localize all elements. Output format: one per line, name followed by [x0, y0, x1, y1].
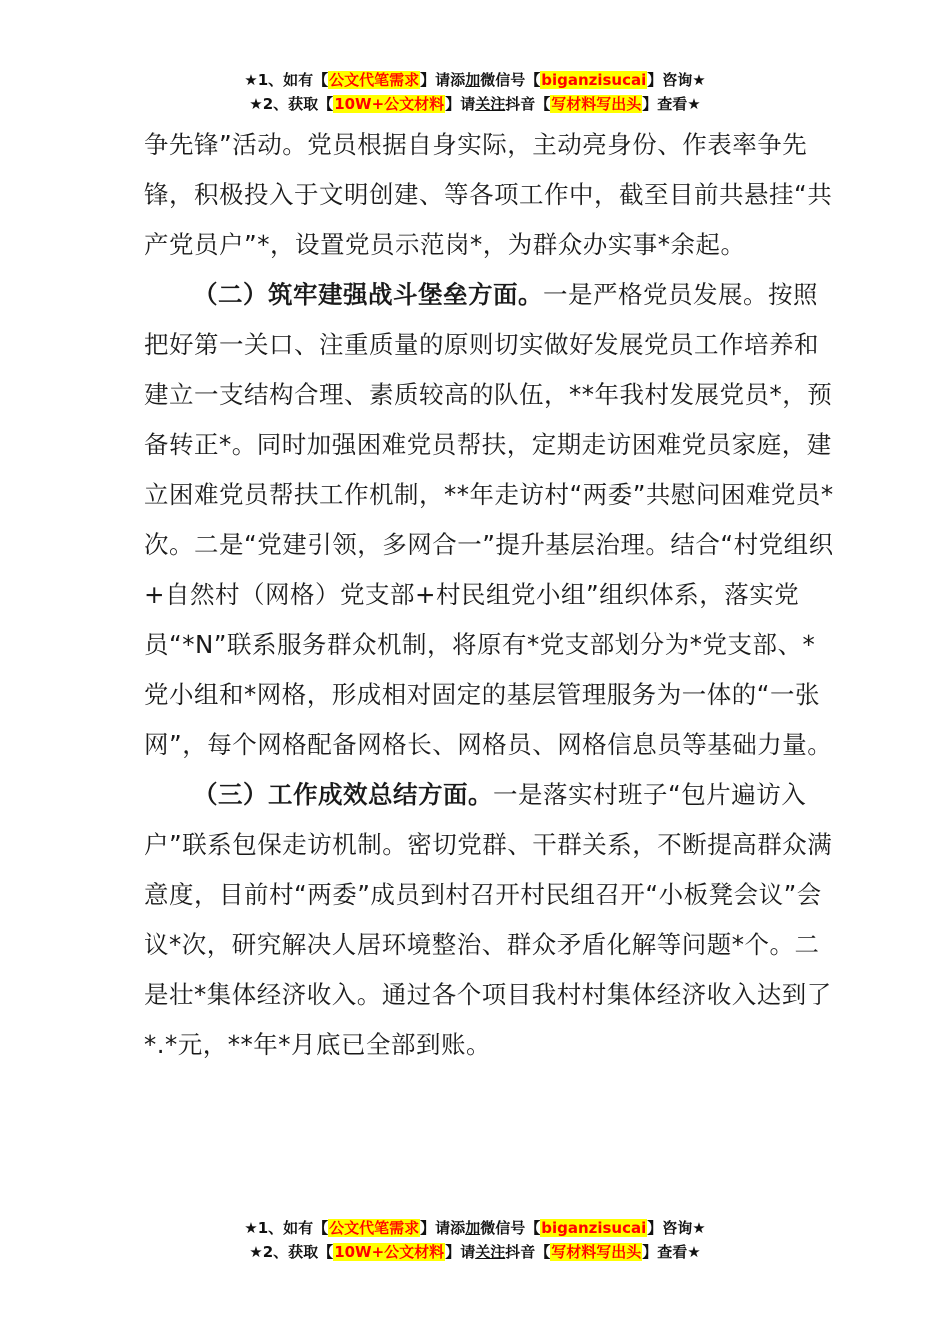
section-heading: （三）工作成效总结方面。: [193, 780, 493, 809]
banner-text: ★2、获取【: [249, 95, 334, 113]
banner-text: 抖音【: [505, 95, 551, 113]
highlight-materials: 10W+公文材料: [334, 95, 445, 113]
banner-text: 】请: [445, 1243, 476, 1261]
banner-text: ★1、如有【: [244, 1219, 329, 1237]
banner-text: ★2、获取【: [249, 1243, 334, 1261]
section-heading: （二）筑牢建强战斗堡垒方面。: [193, 280, 543, 309]
banner-text: 】查看★: [642, 1243, 701, 1261]
paragraph: 争先锋”活动。党员根据自身实际，主动亮身份、作表率争先锋，积极投入于文明创建、等各项工作中，截至目前共悬挂“共产党员户”*，设置党员示范岗*，为群众办实事*余起。: [144, 130, 833, 259]
paragraph-text: 一是严格党员发展。按照把好第一关口、注重质量的原则切实做好发展党员工作培养和建立一支结构合理、素质较高的队伍，**年我村发展党员*，预备转正*。同时加强困难党员帮扶，定期走访困难党员家庭，建立困难党员帮扶工作机制，**年走访村“两委”共慰问困难党员*次。二是“党建引领，多网合一”提升基层治理。结合“村党组织+自然村（网格）党支部+村民组党小组”组织体系，落实党员“*N”联系服务群众机制，将原有*党支部划分为*党支部、*党小组和*网格，形成相对固定的基层管理服务为一体的“一张网”，每个网格配备网格长、网格员、网格信息员等基础力量。: [144, 280, 834, 759]
banner-text: 】请添: [420, 71, 466, 89]
banner-line-2: [0, 92, 950, 116]
highlight-wechat-id: biganzisucai: [541, 71, 647, 89]
banner-text: 】请添: [420, 1219, 466, 1237]
banner-underlined: 加: [465, 1219, 481, 1237]
paragraph: [144, 270, 834, 770]
header-banner: [0, 68, 950, 116]
banner-text: 】请: [445, 95, 476, 113]
paragraph: [144, 770, 834, 1070]
banner-text: 】咨询★: [647, 1219, 706, 1237]
banner-text: 】查看★: [642, 95, 701, 113]
banner-line-1: [0, 1216, 950, 1240]
banner-underlined: 关注: [475, 1243, 506, 1261]
banner-text: ★1、如有【: [244, 71, 329, 89]
highlight-service: 公文代笔需求: [329, 71, 420, 89]
banner-underlined: 关注: [475, 95, 506, 113]
highlight-service: 公文代笔需求: [329, 1219, 420, 1237]
banner-text: 微信号【: [480, 1219, 541, 1237]
highlight-wechat-id: biganzisucai: [541, 1219, 647, 1237]
banner-text: 微信号【: [480, 71, 541, 89]
highlight-materials: 10W+公文材料: [334, 1243, 445, 1261]
banner-line-1: [0, 68, 950, 92]
footer-banner: [0, 1216, 950, 1264]
banner-text: 抖音【: [505, 1243, 551, 1261]
document-body: [144, 120, 834, 1070]
banner-line-2: [0, 1240, 950, 1264]
banner-underlined: 加: [465, 71, 481, 89]
banner-text: 】咨询★: [647, 71, 706, 89]
paragraph-text: 一是落实村班子“包片遍访入户”联系包保走访机制。密切党群、干群关系，不断提高群众满意度，目前村“两委”成员到村召开村民组召开“小板凳会议”会议*次，研究解决人居环境整治、群众矛盾化解等问题*个。二是壮*集体经济收入。通过各个项目我村村集体经济收入达到了*.*元，**年*月底已全部到账。: [144, 780, 833, 1059]
highlight-douyin: 写材料写出头: [551, 1243, 642, 1261]
highlight-douyin: 写材料写出头: [551, 95, 642, 113]
